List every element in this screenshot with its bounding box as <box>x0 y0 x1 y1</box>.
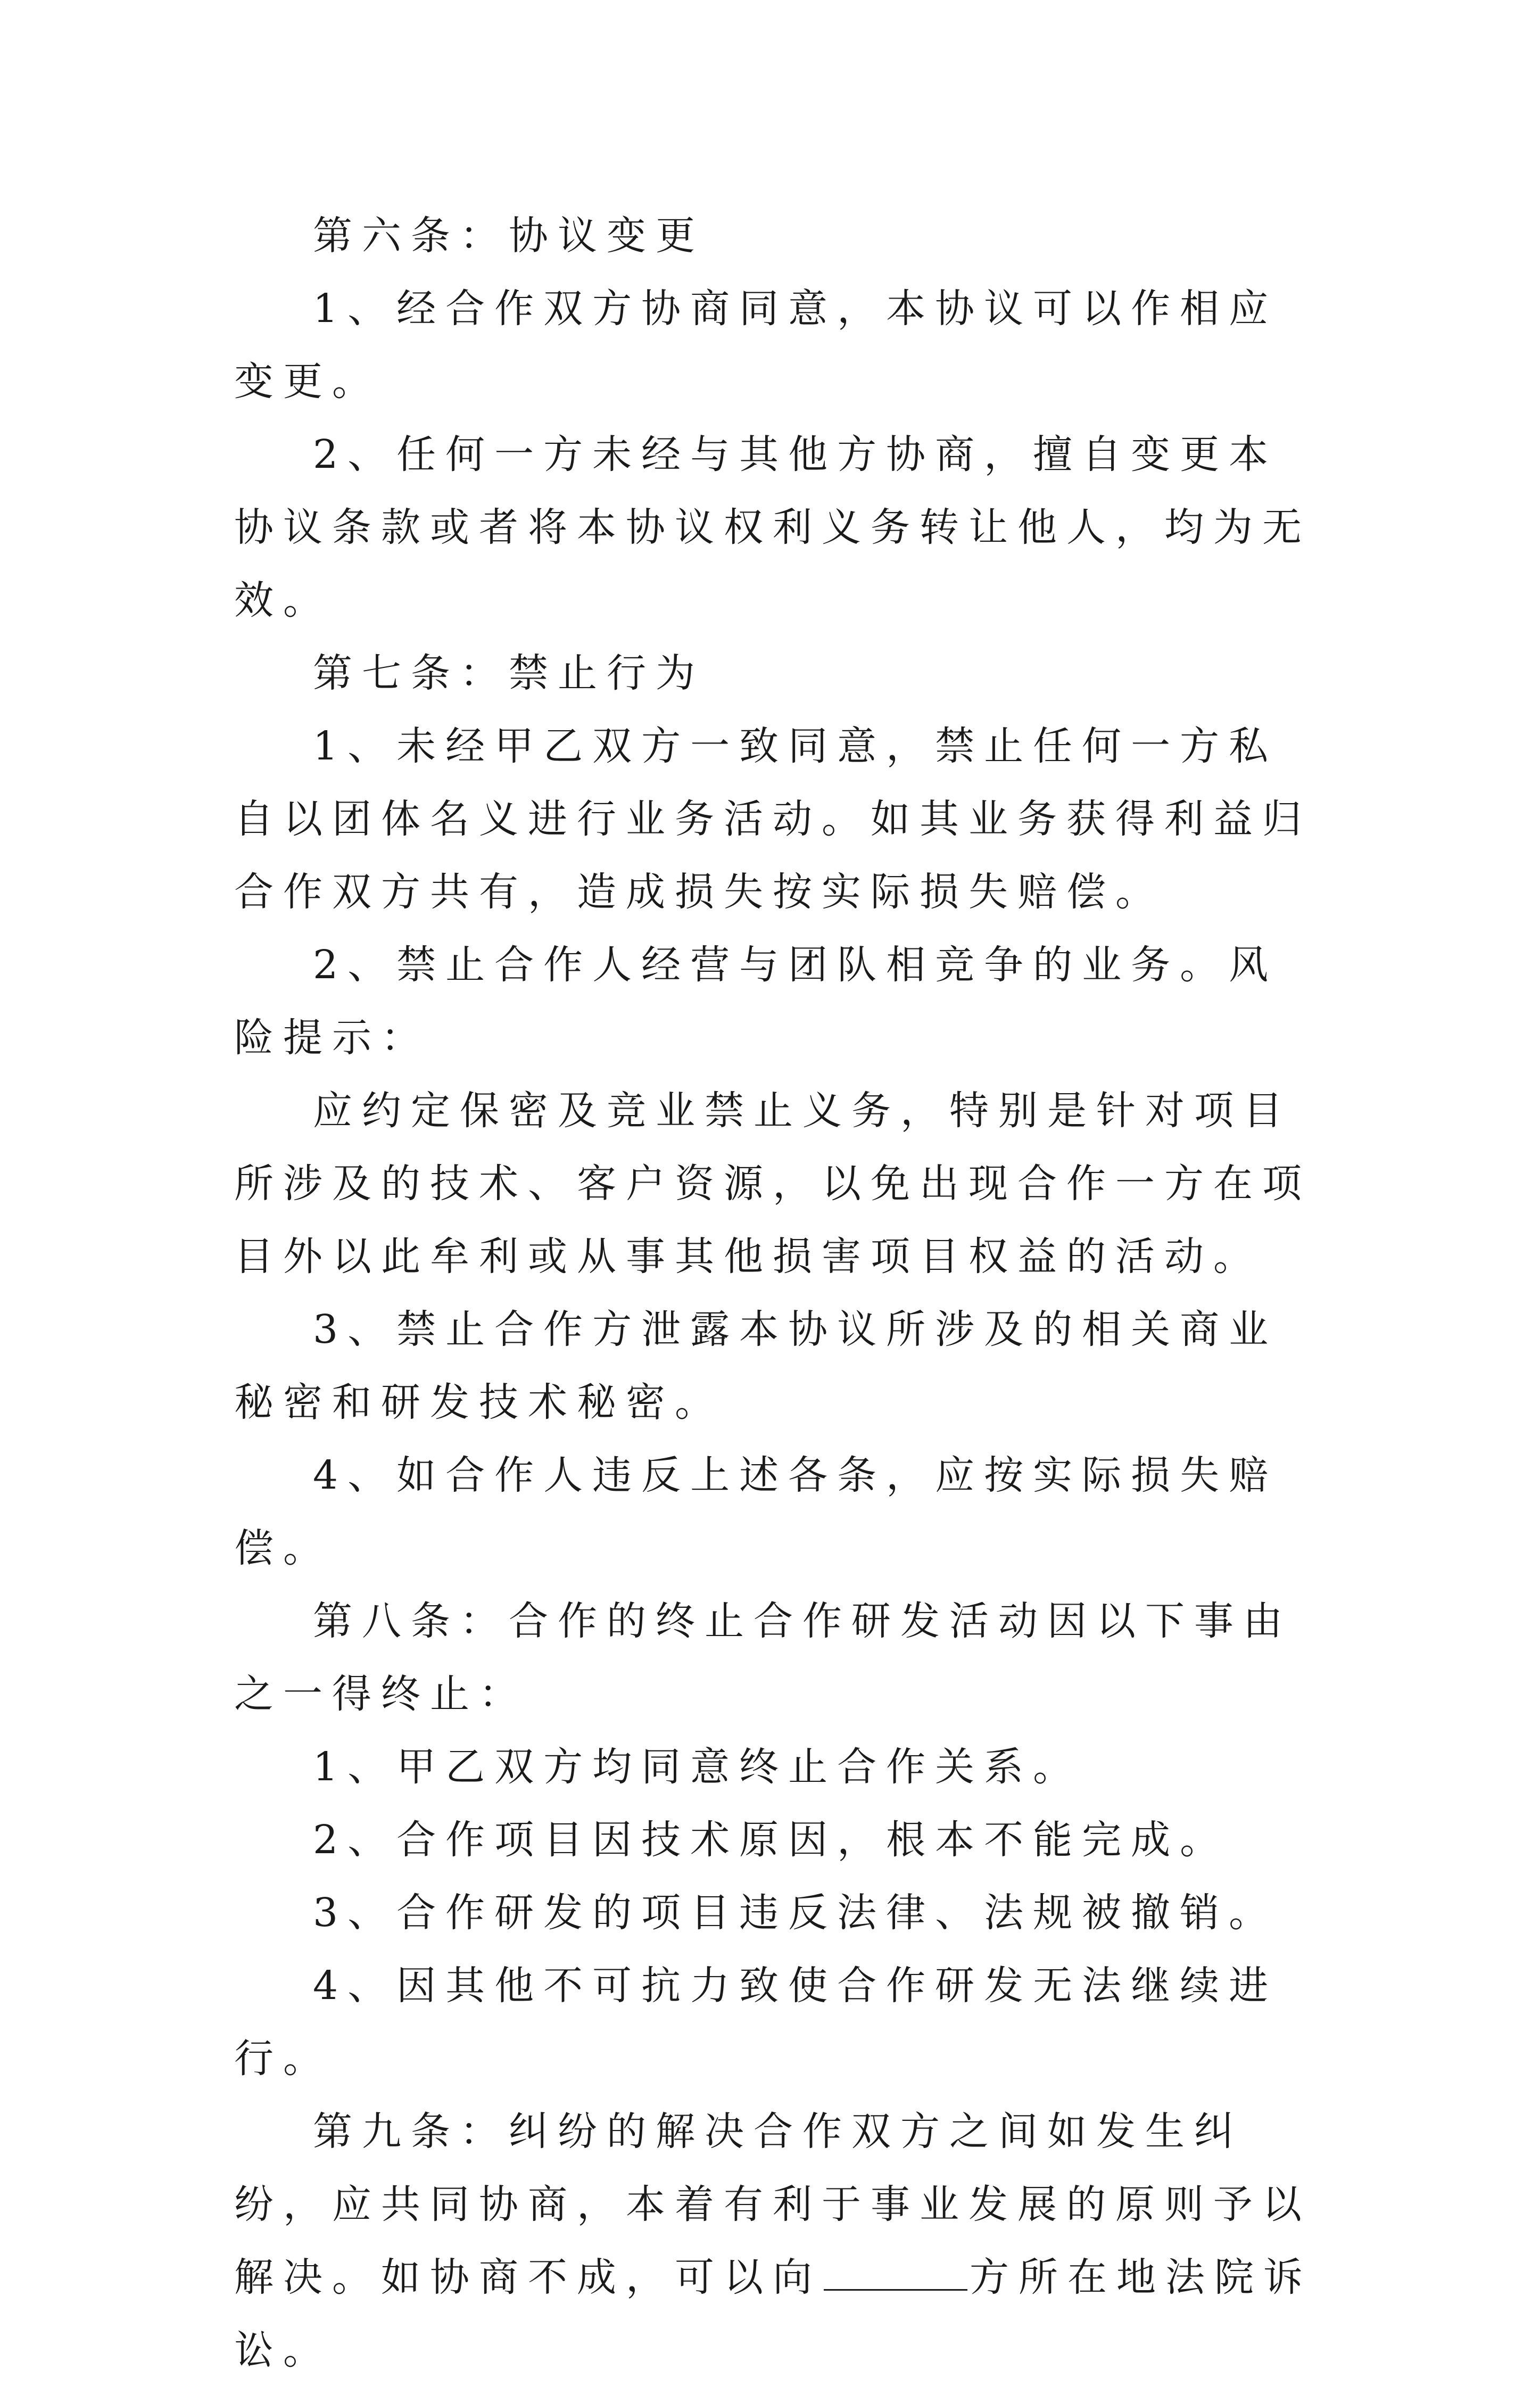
article-8-clause-2: 2、合作项目因技术原因，根本不能完成。 <box>313 1817 1229 1863</box>
article-8-heading: 第八条：合作的终止合作研发活动因以下事由之一得终止： <box>234 1598 1292 1717</box>
article-7-clause-2: 2、禁止合作人经营与团队相竞争的业务。风险提示： <box>234 942 1278 1061</box>
article-7-clause-4: 4、如合作人违反上述各条，应按实际损失赔偿。 <box>234 1452 1278 1571</box>
article-7-clause-3: 3、禁止合作方泄露本协议所涉及的相关商业秘密和研发技术秘密。 <box>234 1307 1278 1425</box>
article-8-clause-3: 3、合作研发的项目违反法律、法规被撤销。 <box>313 1890 1278 1936</box>
article-9-suffix: 方所在地法院诉讼。 <box>234 2254 1312 2373</box>
article-9-text: 第九条：纠纷的解决合作双方之间如发生纠纷，应共同协商，本着有利于事业发展的原则予以解决。如协商不成， <box>234 2109 1311 2300</box>
article-7-clause-1: 1、未经甲乙双方一致同意，禁止任何一方私自以团体名义进行业务活动。如其业务获得利益归合作双方共有，造成损失按实际损失赔偿。 <box>234 723 1311 915</box>
article-9-heading <box>234 2095 1320 2387</box>
article-7-heading: 第七条：禁止行为 <box>313 650 705 696</box>
article-6-clause-1: 1、经合作双方协商同意，本协议可以作相应变更。 <box>234 286 1278 404</box>
article-6-heading: 第六条：协议变更 <box>313 213 705 259</box>
article-8-clause-1: 1、甲乙双方均同意终止合作关系。 <box>313 1744 1082 1790</box>
fill-in-blank <box>824 2257 967 2291</box>
article-6-clause-2: 2、任何一方未经与其他方协商，擅自变更本协议条款或者将本协议权利义务转让他人，均为无效。 <box>234 432 1311 623</box>
document-body <box>234 200 1320 2387</box>
article-8-clause-4: 4、因其他不可抗力致使合作研发无法继续进行。 <box>234 1963 1278 2082</box>
risk-notice: 应约定保密及竞业禁止义务，特别是针对项目所涉及的技术、客户资源，以免出现合作一方在项目外以此牟利或从事其他损害项目权益的活动。 <box>234 1088 1311 1279</box>
article-9-prefix: 可以向 <box>675 2254 822 2300</box>
